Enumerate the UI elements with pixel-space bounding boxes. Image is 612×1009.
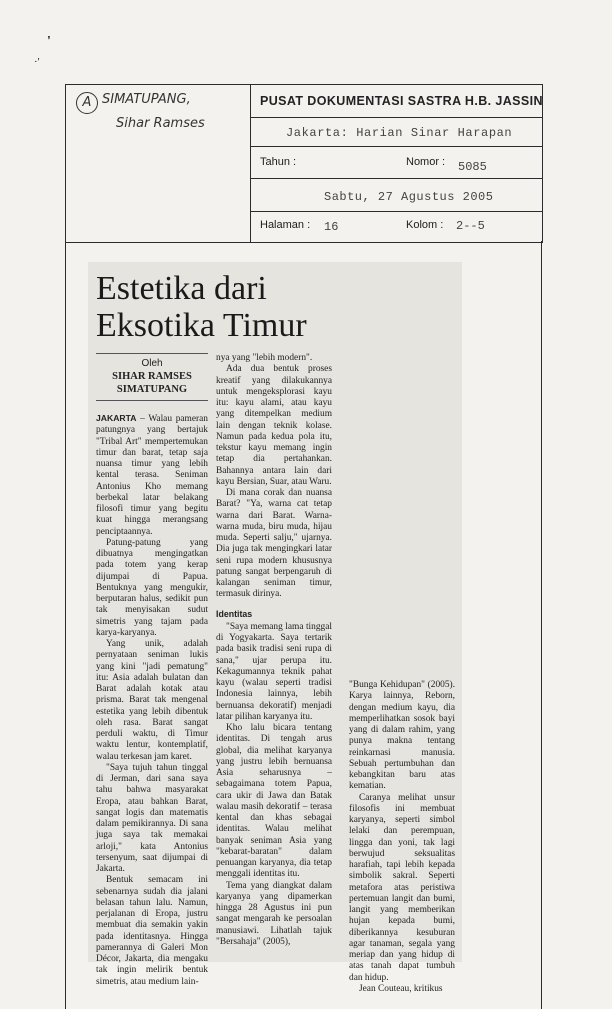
paragraph: "Bunga Kehidupan" (2005). Karya lainnya, Reborn, dengan medium kayu, dia memperlihatkan sosok bayi yang di dalam rahim, yang punya makna tentang reinkarnasi manusia. Sebuah pertumbuhan dan kebangkitan baru atas kematian. (349, 680, 455, 792)
halaman-value: 16 (324, 220, 339, 234)
paragraph: Patung-patung yang dibuatnya mengingatkan pada totem yang kerap dijumpai di Papua. Bentuknya yang mengukir, berputaran halus, sedikit pun tak menyisakan sudut simetris yang tajam pada karya-karyanya. (96, 537, 208, 638)
paragraph: Bentuk semacam ini sebenarnya sudah dia jalani belasan tahun lalu. Namun, perjalanan di Eropa, justru membuat dia semakin yakin pada identitasnya. Hingga pamerannya di Galeri Mon Décor, Jakarta, dia mengaku tak ingin melirik bentuk simetris, atau medium lain- (96, 875, 208, 987)
paragraph: Kho lalu bicara tentang identitas. Di tengah arus global, dia melihat karyanya yang justru lebih bernuansa Asia seharusnya – sebagaimana totem Papua, cara ukir di Jawa dan Batak walau masih dekoratif – terasa kental dan khas sebagai identitas. Walau melihat banyak seniman Asia yang "kebarat-baratan" dalam penuangan karyanya, dia tetap menggali identitas itu. (216, 723, 332, 880)
paragraph: Di mana corak dan nuansa Barat? "Ya, warna cat tetap warna dari Barat. Warna-warna muda, biru muda, hijau muda. Seperti salju," ujarnya. Dia juga tak mengingkari latar seni rupa modern khususnya patung sangat berpengaruh di kalangan seniman timur, termasuk dirinya. (216, 488, 332, 600)
kolom-value: 2--5 (456, 219, 485, 233)
paragraph: Jean Couteau, kritikus (359, 983, 443, 994)
paragraph: JAKARTA – Walau pameran patungnya yang bertajuk "Tribal Art" mempertemukan timur dan barat, tetap saja nuansa timur yang lebih kental terasa. Seniman Antonius Kho memang berbekal latar belakang filosofi timur yang begitu kuat hingga merangsang penciptaannya. (96, 413, 208, 537)
paragraph: Tema yang diangkat dalam karyanya yang dipamerkan hingga 28 Agustus ini pun sangat mengarah ke persoalan manusiawi. Lihatlah tajuk "Bersahaja" (2005), (216, 880, 332, 947)
byline-name-2: SIMATUPANG (116, 384, 188, 395)
handwriting-line1: SIMATUPANG, (102, 92, 191, 107)
source-newspaper: Jakarta: Harian Sinar Harapan (286, 126, 513, 140)
subheading: Identitas (216, 608, 253, 619)
paragraph: Yang unik, adalah pernyataan seniman lukis yang kini "jadi pematung" itu: Asia adalah bulatan dan Barat adalah kotak atau prisma. Barat tak mengenal estetika yang lebih dibentuk oleh rasa. Barat sangat perduli waktu, di Timur waktu lentur, kontemplatif, walau terkesan jam karet. (96, 639, 208, 762)
article-column-3 (349, 680, 455, 995)
paragraph: Caranya melihat unsur filosofis ini membuat karyanya, seperti simbol lelaki dan perempuan, lingga dan yoni, tak lagi berwujud seksualitas harafiah, tapi lebih kepada simbolik sakral. Seperti metafora atas peristiwa pertemuan langit dan bumi, langit yang memberikan hujan kepada bumi, diberikannya kesuburan agar tanaman, segala yang meriap dan yang hidup di atas tanah dapat tumbuh dan hidup. (349, 792, 455, 983)
article-title (96, 270, 456, 344)
stray-mark-left: ·' (34, 56, 40, 68)
institution-name: PUSAT DOKUMENTASI SASTRA H.B. JASSIN (260, 94, 543, 108)
kolom-label: Kolom : (406, 219, 444, 231)
byline-oleh: Oleh (141, 358, 163, 369)
paragraph: "Saya memang lama tinggal di Yogyakarta. Saya tertarik pada basik tradisi seni rupa di sana," ujar perupa itu. Kekagumannya teknik pahat kayu (walau seperti tradisi Indonesia lainnya, lebih bernuansa dekoratif) menjadi latar pilihan karyanya itu. (216, 621, 332, 722)
article-column-2 (216, 353, 332, 948)
paragraph: Ada dua bentuk proses kreatif yang dilakukannya untuk mengeksplorasi kayu itu: kayu alami, atau kayu yang ditempelkan medium lain dengan teknik kolase. Namun pada kedua pola itu, tekstur kayu memang ingin tetap dia pertahankan. Bahannya antara lain dari kayu Bersian, Suar, atau Waru. (216, 364, 332, 487)
title-line2: Eksotika Timur (96, 307, 307, 344)
circled-letter: A (76, 92, 98, 114)
paragraph: "Saya tujuh tahun tinggal di Jerman, dari sana saya tahu bahwa masyarakat Eropa, atau bahkan Barat, sangat logis dan matematis dalam pemikirannya. Di sana juga saya tak memakai arloji," kata Antonius tersenyum, saat dijumpai di Jakarta. (96, 762, 208, 874)
stray-mark-top: ' (47, 34, 51, 49)
tahun-label: Tahun : (260, 156, 297, 168)
title-line1: Estetika dari (96, 270, 267, 307)
halaman-label: Halaman : (260, 219, 311, 231)
byline-name-1: SIHAR RAMSES (112, 371, 192, 382)
handwritten-author-note (68, 86, 248, 146)
publication-date: Sabtu, 27 Agustus 2005 (324, 190, 494, 204)
handwriting-line2: Sihar Ramses (116, 116, 205, 131)
nomor-label: Nomor : (406, 156, 446, 168)
nomor-value: 5085 (458, 160, 487, 174)
paragraph: nya yang "lebih modern". (216, 353, 313, 363)
byline (96, 357, 208, 396)
article-column-1 (96, 353, 208, 988)
